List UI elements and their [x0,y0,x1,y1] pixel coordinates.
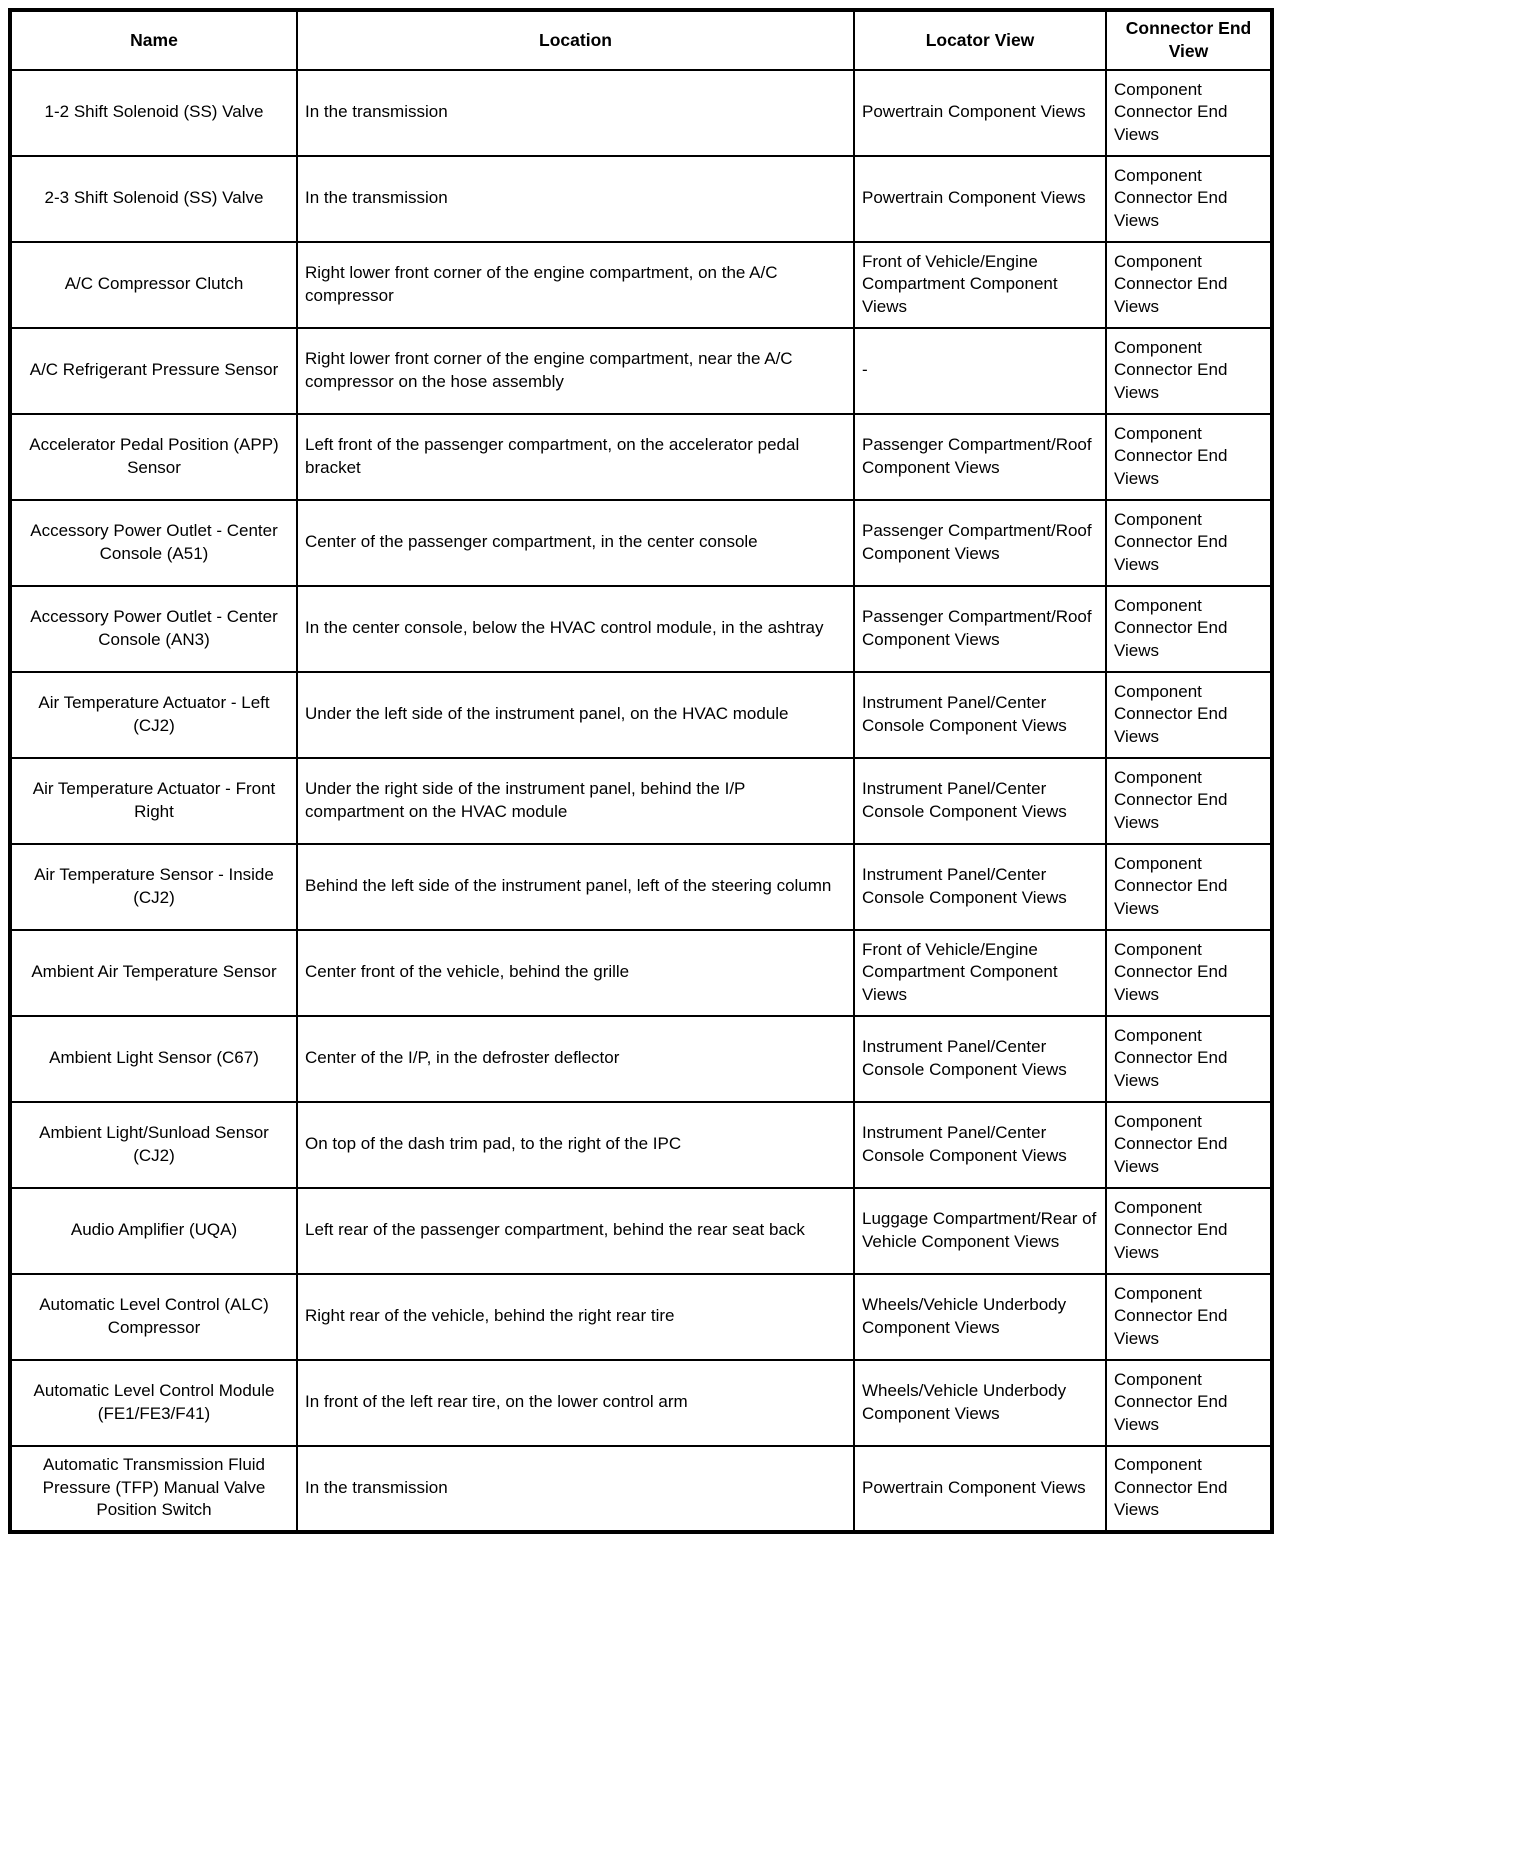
table-row [10,500,1272,586]
table-row [10,758,1272,844]
table-row [10,1016,1272,1102]
component-name-cell: Ambient Light Sensor (C67) [10,1016,297,1102]
connector-end-view-cell: Component Connector End Views [1106,1446,1272,1532]
header-connector-end-view: Connector End View [1106,10,1272,70]
table-row [10,844,1272,930]
connector-end-view-cell: Component Connector End Views [1106,758,1272,844]
locator-view-cell: Instrument Panel/Center Console Component Views [854,672,1106,758]
connector-end-view-cell: Component Connector End Views [1106,1102,1272,1188]
connector-end-view-cell: Component Connector End Views [1106,1360,1272,1446]
component-name-cell: Accessory Power Outlet - Center Console (AN3) [10,586,297,672]
connector-end-view-cell: Component Connector End Views [1106,70,1272,156]
table-row [10,930,1272,1016]
connector-end-view-cell: Component Connector End Views [1106,672,1272,758]
locator-view-cell: Wheels/Vehicle Underbody Component Views [854,1274,1106,1360]
location-cell: Center front of the vehicle, behind the grille [297,930,854,1016]
header-row [10,10,1272,70]
connector-end-view-cell: Component Connector End Views [1106,930,1272,1016]
table-row [10,1274,1272,1360]
connector-end-view-cell: Component Connector End Views [1106,156,1272,242]
table-row [10,242,1272,328]
component-name-cell: Air Temperature Actuator - Front Right [10,758,297,844]
locator-view-cell: Passenger Compartment/Roof Component Views [854,586,1106,672]
locator-view-cell: Luggage Compartment/Rear of Vehicle Component Views [854,1188,1106,1274]
connector-end-view-cell: Component Connector End Views [1106,586,1272,672]
locator-view-cell: Front of Vehicle/Engine Compartment Component Views [854,930,1106,1016]
connector-end-view-cell: Component Connector End Views [1106,414,1272,500]
locator-view-cell: Wheels/Vehicle Underbody Component Views [854,1360,1106,1446]
table-row [10,1360,1272,1446]
component-name-cell: 1-2 Shift Solenoid (SS) Valve [10,70,297,156]
component-table-body [10,70,1272,1532]
locator-view-cell: Passenger Compartment/Roof Component Views [854,414,1106,500]
locator-view-cell: Powertrain Component Views [854,1446,1106,1532]
location-cell: Under the right side of the instrument panel, behind the I/P compartment on the HVAC module [297,758,854,844]
header-name: Name [10,10,297,70]
component-name-cell: Automatic Transmission Fluid Pressure (TFP) Manual Valve Position Switch [10,1446,297,1532]
location-cell: On top of the dash trim pad, to the right of the IPC [297,1102,854,1188]
component-name-cell: Ambient Light/Sunload Sensor (CJ2) [10,1102,297,1188]
component-name-cell: Ambient Air Temperature Sensor [10,930,297,1016]
component-name-cell: 2-3 Shift Solenoid (SS) Valve [10,156,297,242]
locator-view-cell: - [854,328,1106,414]
location-cell: Right lower front corner of the engine compartment, on the A/C compressor [297,242,854,328]
component-name-cell: Automatic Level Control (ALC) Compressor [10,1274,297,1360]
location-cell: Right rear of the vehicle, behind the right rear tire [297,1274,854,1360]
locator-view-cell: Instrument Panel/Center Console Component Views [854,844,1106,930]
table-row [10,70,1272,156]
connector-end-view-cell: Component Connector End Views [1106,1016,1272,1102]
connector-end-view-cell: Component Connector End Views [1106,328,1272,414]
location-cell: Center of the passenger compartment, in the center console [297,500,854,586]
location-cell: In front of the left rear tire, on the lower control arm [297,1360,854,1446]
component-list-table [8,8,1274,1534]
table-row [10,586,1272,672]
table-row [10,328,1272,414]
component-name-cell: Automatic Level Control Module (FE1/FE3/F41) [10,1360,297,1446]
location-cell: Center of the I/P, in the defroster deflector [297,1016,854,1102]
locator-view-cell: Instrument Panel/Center Console Component Views [854,1016,1106,1102]
connector-end-view-cell: Component Connector End Views [1106,1274,1272,1360]
table-row [10,1188,1272,1274]
location-cell: In the center console, below the HVAC control module, in the ashtray [297,586,854,672]
locator-view-cell: Instrument Panel/Center Console Component Views [854,758,1106,844]
location-cell: Under the left side of the instrument panel, on the HVAC module [297,672,854,758]
locator-view-cell: Powertrain Component Views [854,70,1106,156]
location-cell: In the transmission [297,1446,854,1532]
locator-view-cell: Powertrain Component Views [854,156,1106,242]
component-name-cell: Air Temperature Sensor - Inside (CJ2) [10,844,297,930]
location-cell: Left front of the passenger compartment, on the accelerator pedal bracket [297,414,854,500]
location-cell: In the transmission [297,70,854,156]
header-location: Location [297,10,854,70]
component-name-cell: A/C Refrigerant Pressure Sensor [10,328,297,414]
table-row [10,156,1272,242]
table-row [10,414,1272,500]
locator-view-cell: Instrument Panel/Center Console Component Views [854,1102,1106,1188]
header-locator-view: Locator View [854,10,1106,70]
table-row [10,1446,1272,1532]
connector-end-view-cell: Component Connector End Views [1106,1188,1272,1274]
location-cell: In the transmission [297,156,854,242]
connector-end-view-cell: Component Connector End Views [1106,242,1272,328]
table-row [10,1102,1272,1188]
location-cell: Left rear of the passenger compartment, behind the rear seat back [297,1188,854,1274]
location-cell: Behind the left side of the instrument panel, left of the steering column [297,844,854,930]
component-name-cell: A/C Compressor Clutch [10,242,297,328]
locator-view-cell: Front of Vehicle/Engine Compartment Component Views [854,242,1106,328]
connector-end-view-cell: Component Connector End Views [1106,500,1272,586]
table-row [10,672,1272,758]
connector-end-view-cell: Component Connector End Views [1106,844,1272,930]
locator-view-cell: Passenger Compartment/Roof Component Views [854,500,1106,586]
component-name-cell: Accelerator Pedal Position (APP) Sensor [10,414,297,500]
component-name-cell: Accessory Power Outlet - Center Console (A51) [10,500,297,586]
component-name-cell: Air Temperature Actuator - Left (CJ2) [10,672,297,758]
location-cell: Right lower front corner of the engine compartment, near the A/C compressor on the hose assembly [297,328,854,414]
component-name-cell: Audio Amplifier (UQA) [10,1188,297,1274]
